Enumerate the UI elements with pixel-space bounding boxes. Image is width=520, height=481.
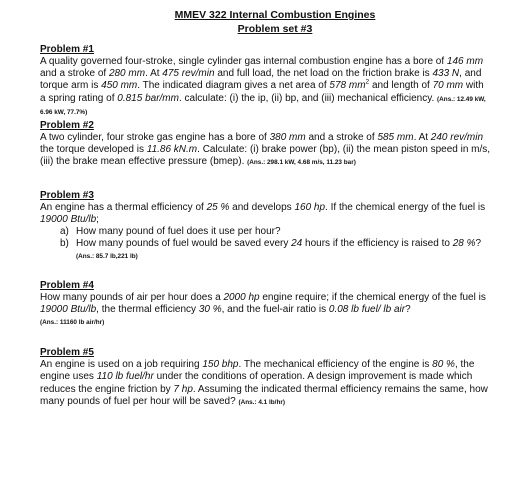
document-header [58, 8, 492, 36]
problem-2-title: Problem #2 [40, 120, 94, 132]
problem-set-title: Problem set #3 [237, 23, 313, 35]
problem-4-answer: (Ans.: 11160 lb air/hr) [40, 319, 105, 327]
problem-3-item-a: a) How many pound of fuel does it use per hour? [60, 226, 281, 238]
problem-1-title: Problem #1 [40, 44, 94, 55]
problem-1-answer: (Ans.: 12.49 kW, 6.96 kW, 77.7%) [40, 95, 486, 116]
problem-2-answer: (Ans.: 298.1 kW, 4.68 m/s, 11.23 bar) [247, 159, 356, 167]
problem-5-answer: (Ans.: 4.1 lb/hr) [238, 398, 285, 406]
problem-3-item-b: b) How many pounds of fuel would be saved every 24 hours if the efficiency is raised to 28 %? (Ans.: 85.7 lb,221 lb) [60, 238, 482, 261]
problem-4-title: Problem #4 [40, 279, 94, 291]
problem-3-answer: (Ans.: 85.7 lb,221 lb) [76, 253, 138, 261]
problem-3-text: An engine has a thermal efficiency of 25 % and develops 160 hp. If the chemical energy of the fuel is 19000 Btu/lb; [40, 201, 486, 225]
problem-1-text: A quality governed four-stroke, single cylinder gas internal combustion engine has a bore of 146 mm and a stroke of 280 mm. At 475 rev/min and full load, the net load on the friction brake is 433 N, and torque arm is 450 mm. The indicated diagram gives a net area of 578 $mm^2$ and length of 70 mm with a spring rating of 0.815 bar/mm. calculate: (i) the ip, (ii) bp, and (iii) mechanical efficiency. (Ans.: 12.49 kW, 6.96 kW, 77.7%) [40, 56, 486, 116]
problem-3-title: Problem #3 [40, 189, 94, 201]
course-title: MMEV 322 Internal Combustion Engines [174, 9, 376, 21]
problem-5-text: An engine is used on a job requiring 150 bhp. The mechanical efficiency of the engine is 80 %, the engine uses 110 lb fuel/hr under the conditions of operation. A design improvement is made which reduces the engine friction by 7 hp. Assuming the indicated thermal efficiency remains the same, how many pounds of fuel per hour will be saved? (Ans.: 4.1 lb/hr) [40, 359, 488, 407]
problem-4-text: How many pounds of air per hour does a 2000 hp engine require; if the chemical energy of the fuel is 19000 Btu/lb, the thermal efficiency 30 %, and the fuel-air ratio is 0.08 lb fuel/ lb air? (Ans.: 11160 lb air/hr) [40, 291, 486, 327]
problem-2-text: A two cylinder, four stroke gas engine has a bore of 380 mm and a stroke of 585 mm. At 240 rev/min the torque developed is 11.86 kN.m. Calculate: (i) brake power (bp), (ii) the mean piston speed in m/s, (iii) the brake mean effective pressure (bmep). (Ans.: 298.1 kW, 4.68 m/s, 11.23 bar) [40, 132, 491, 168]
problem-5-title: Problem #5 [40, 347, 94, 359]
